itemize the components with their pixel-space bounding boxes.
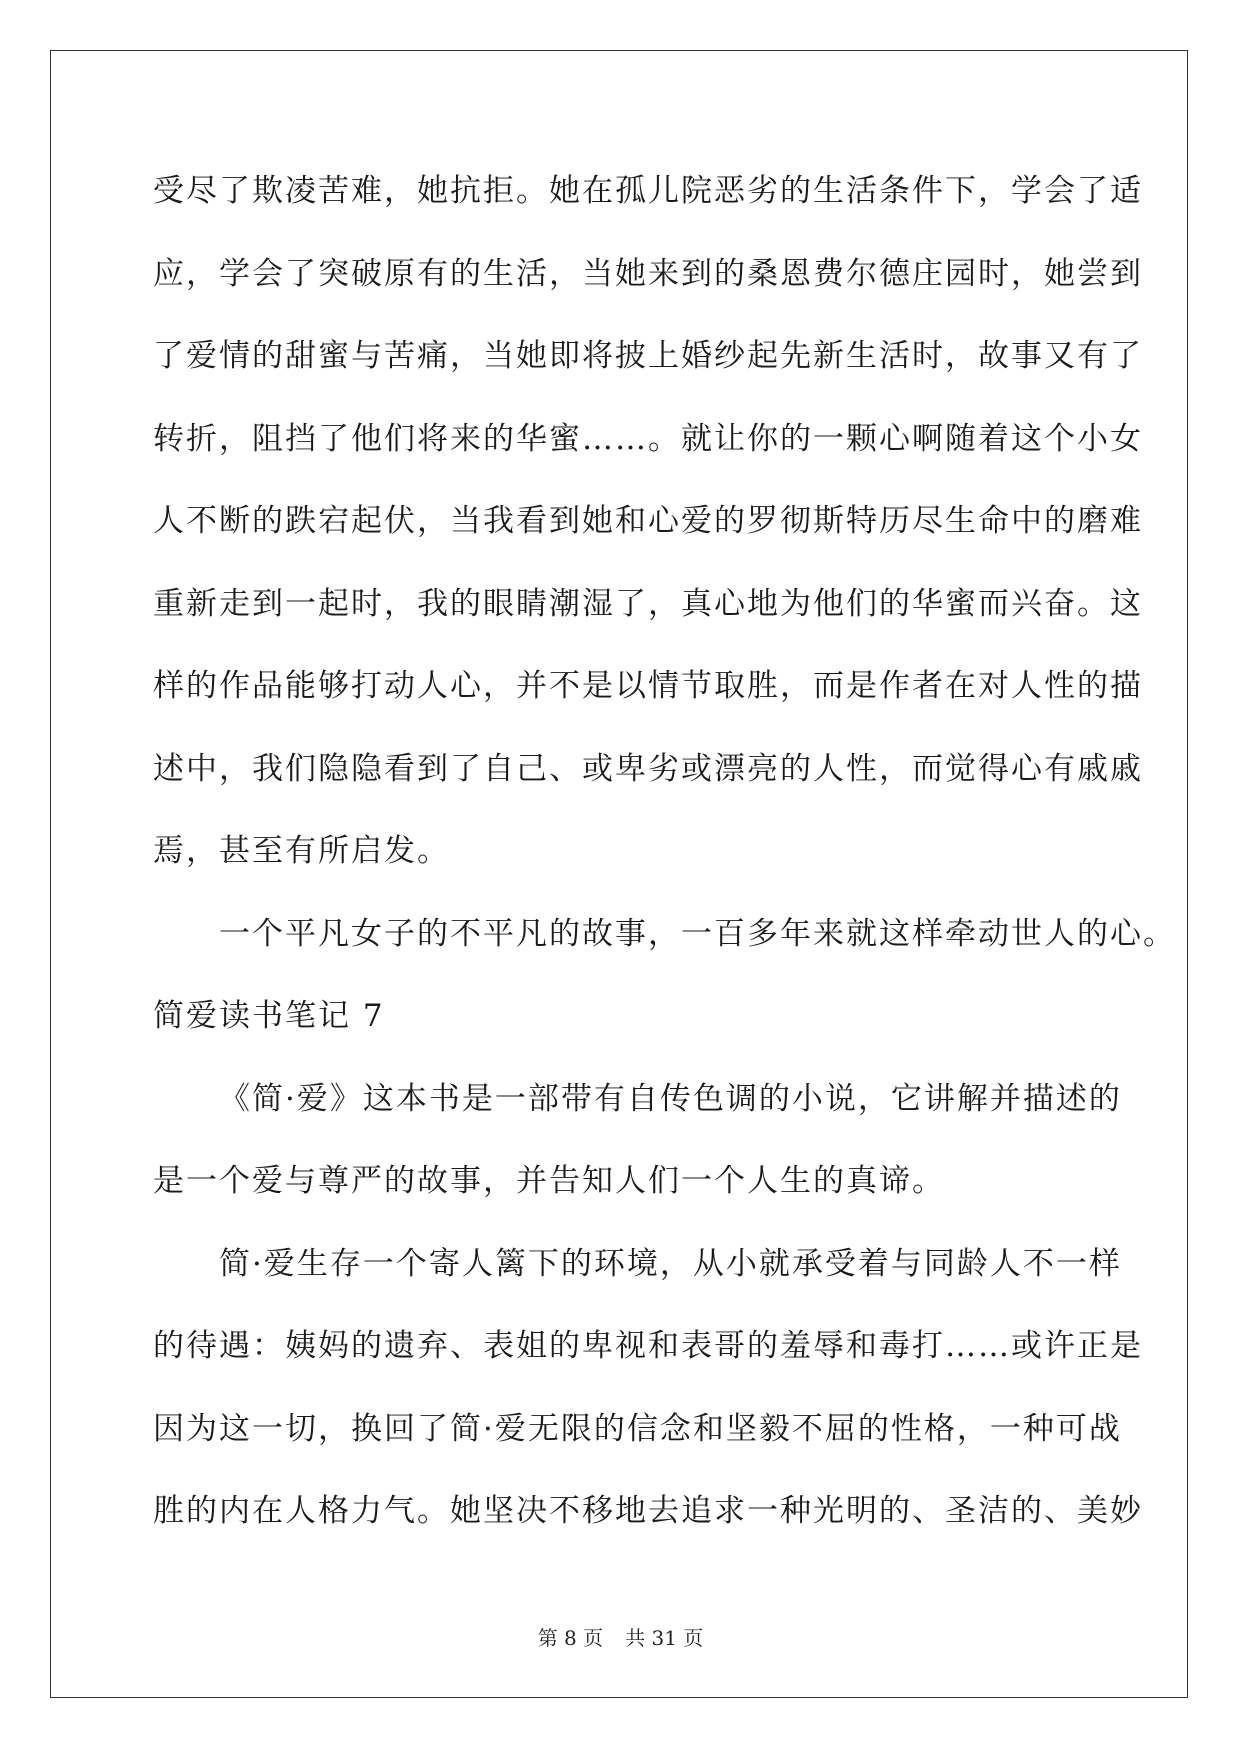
text-line: 是一个爱与尊严的故事，并告知人们一个人生的真谛。 [153,1163,945,1199]
text-line: 一个平凡女子的不平凡的故事，一百多年来就这样牵动世人的心。 [219,915,1176,952]
text-line: 因为这一切，换回了简·爱无限的信念和坚毅不屈的性格，一种可战 [153,1410,1122,1447]
text-line: 应，学会了突破原有的生活，当她来到的桑恩费尔德庄园时，她尝到 [153,255,1143,292]
text-line: 《简·爱》这本书是一部带有自传色调的小说，它讲解并描述的 [219,1080,1122,1117]
text-line: 简·爱生存一个寄人篱下的环境，从小就承受着与同龄人不一样 [219,1245,1122,1282]
text-line: 焉，甚至有所启发。 [153,833,450,869]
text-line: 受尽了欺凌苦难，她抗拒。她在孤儿院恶劣的生活条件下，学会了适 [153,173,1143,209]
text-line: 胜的内在人格力气。她坚决不移地去追求一种光明的、圣洁的、美妙 [153,1493,1143,1529]
text-line: 转折，阻挡了他们将来的华蜜……。就让你的一颗心啊随着这个小女 [153,420,1143,457]
text-line: 重新走到一起时，我的眼睛潮湿了，真心地为他们的华蜜而兴奋。这 [153,585,1143,622]
text-line: 样的作品能够打动人心，并不是以情节取胜，而是作者在对人性的描 [153,668,1143,704]
text-line: 的待遇：姨妈的遗弃、表姐的卑视和表哥的羞辱和毒打……或许正是 [153,1328,1143,1364]
page-total: 共 31 页 [625,1626,704,1650]
document-body [153,158,1176,1561]
text-line: 人不断的跌宕起伏，当我看到她和心爱的罗彻斯特历尽生命中的磨难 [153,503,1143,539]
page-footer [0,1622,1241,1651]
text-line: 简爱读书笔记 7 [153,998,385,1034]
text-line: 了爱情的甜蜜与苦痛，当她即将披上婚纱起先新生活时，故事又有了 [153,338,1143,374]
text-line: 述中，我们隐隐看到了自己、或卑劣或漂亮的人性，而觉得心有戚戚 [153,750,1143,787]
page-number: 第 8 页 [537,1626,604,1650]
